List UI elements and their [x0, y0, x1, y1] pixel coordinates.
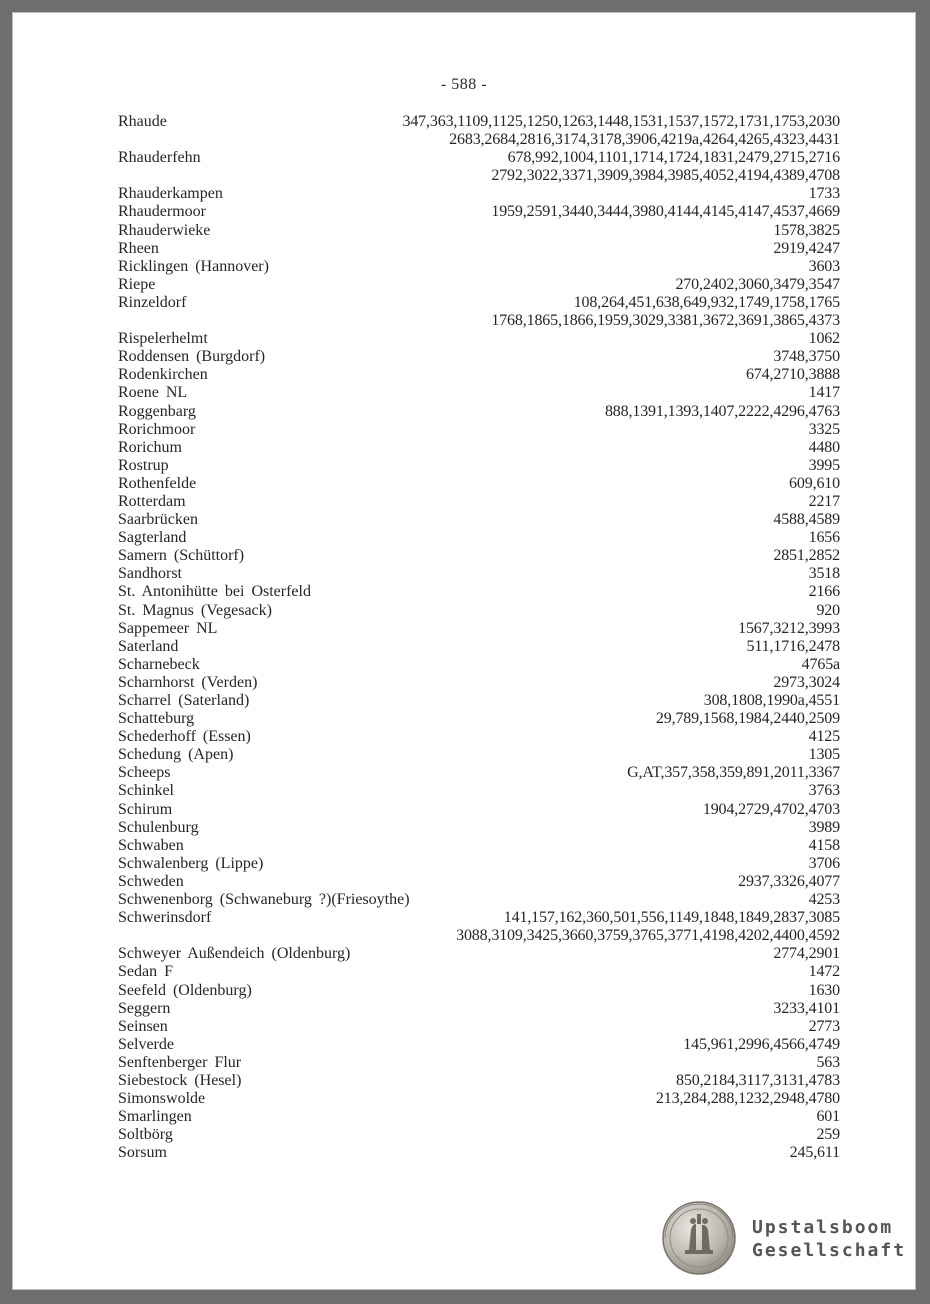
reference-numbers: 108,264,451,638,649,932,1749,1758,1765	[573, 293, 840, 311]
place-name: St. Antonihütte bei Osterfeld	[118, 583, 311, 601]
reference-numbers: 1630	[808, 981, 840, 999]
place-name: Saarbrücken	[118, 511, 198, 529]
index-entry	[118, 602, 840, 620]
reference-numbers: 3518	[808, 565, 840, 583]
index-entry	[118, 1090, 840, 1108]
index-entry	[118, 710, 840, 728]
reference-numbers: 609,610	[789, 474, 840, 492]
index-entry	[118, 258, 840, 276]
reference-numbers: 2773	[808, 1017, 840, 1035]
reference-numbers: 3995	[808, 456, 840, 474]
reference-numbers: 1959,2591,3440,3444,3980,4144,4145,4147,4537,4669	[491, 203, 840, 221]
index-entry	[118, 620, 840, 638]
place-name: Schirum	[118, 800, 173, 818]
place-name: Schwenenborg (Schwaneburg ?)(Friesoythe)	[118, 891, 410, 909]
index-entry	[118, 638, 840, 656]
reference-numbers: 601	[816, 1108, 840, 1126]
place-name: Sagterland	[118, 529, 187, 547]
seal-icon	[661, 1200, 737, 1276]
reference-numbers: 3748,3750	[773, 348, 840, 366]
place-name: Rinzeldorf	[118, 293, 187, 311]
document-page	[12, 12, 916, 1290]
index-entry	[118, 185, 840, 203]
place-name: Rhauderfehn	[118, 149, 201, 167]
place-index	[118, 113, 840, 1162]
index-entry	[118, 746, 840, 764]
reference-numbers: 141,157,162,360,501,556,1149,1848,1849,2837,3085	[503, 909, 840, 927]
reference-numbers: 3763	[808, 782, 840, 800]
place-name: Riepe	[118, 275, 156, 293]
place-name: Selverde	[118, 1035, 174, 1053]
place-name: Scharrel (Saterland)	[118, 692, 250, 709]
reference-numbers: 511,1716,2478	[746, 637, 840, 655]
reference-numbers: 1578,3825	[773, 221, 840, 239]
reference-numbers: 245,611	[789, 1144, 840, 1162]
reference-numbers: 1768,1865,1866,1959,3029,3381,3672,3691,3865,4373	[491, 312, 840, 330]
place-name: Siebestock (Hesel)	[118, 1071, 242, 1089]
index-entry	[118, 475, 840, 493]
place-name: Roene NL	[118, 384, 188, 402]
index-entry	[118, 945, 840, 963]
reference-numbers: 3989	[808, 818, 840, 836]
index-entry	[118, 384, 840, 402]
index-entry	[118, 782, 840, 800]
index-entry	[118, 674, 840, 692]
place-name: Roggenbarg	[118, 402, 196, 420]
index-entry	[118, 837, 840, 855]
index-entry	[118, 222, 840, 240]
index-entry	[118, 728, 840, 746]
index-entry	[118, 656, 840, 674]
reference-numbers: 1904,2729,4702,4703	[702, 800, 840, 818]
index-entry	[118, 1036, 840, 1054]
place-name: Scharnebeck	[118, 655, 200, 673]
reference-numbers: 2217	[808, 492, 840, 510]
index-entry	[118, 909, 840, 927]
place-name: Rhaudermoor	[118, 203, 206, 221]
place-name: Ricklingen (Hannover)	[118, 257, 269, 275]
reference-numbers: 674,2710,3888	[745, 366, 840, 384]
reference-numbers: 308,1808,1990a,4551	[703, 692, 840, 709]
place-name: Rostrup	[118, 456, 169, 474]
place-name: St. Magnus (Vegesack)	[118, 601, 272, 619]
reference-numbers: 3088,3109,3425,3660,3759,3765,3771,4198,4202,4400,4592	[456, 927, 840, 945]
place-name: Seggern	[118, 999, 171, 1017]
reference-numbers: 2919,4247	[773, 239, 840, 257]
index-entry	[118, 421, 840, 439]
place-name: Schedung (Apen)	[118, 746, 234, 764]
index-entry	[118, 366, 840, 384]
index-entry	[118, 149, 840, 167]
reference-numbers: 1656	[808, 529, 840, 547]
place-name: Senftenberger Flur	[118, 1053, 242, 1071]
place-name: Schatteburg	[118, 710, 195, 728]
index-entry	[118, 113, 840, 131]
reference-numbers: 678,992,1004,1101,1714,1724,1831,2479,2715,2716	[507, 149, 840, 167]
reference-numbers: 1062	[808, 330, 840, 348]
reference-numbers: 3325	[808, 420, 840, 438]
brand-line2: Gesellschaft	[752, 1240, 907, 1261]
place-name: Rhauderwieke	[118, 221, 211, 239]
index-entry	[118, 529, 840, 547]
place-name: Schwaben	[118, 836, 184, 854]
place-name: Smarlingen	[118, 1108, 192, 1126]
index-entry	[118, 547, 840, 565]
index-entry	[118, 403, 840, 421]
reference-numbers: 2937,3326,4077	[738, 872, 840, 890]
reference-numbers: 888,1391,1393,1407,2222,4296,4763	[604, 402, 840, 420]
reference-numbers: 3603	[808, 257, 840, 275]
index-entry	[118, 764, 840, 782]
reference-numbers: 4480	[808, 438, 840, 456]
place-name: Rothenfelde	[118, 474, 197, 492]
index-entry	[118, 801, 840, 819]
reference-numbers: 29,789,1568,1984,2440,2509	[655, 710, 840, 728]
reference-numbers: 3706	[808, 854, 840, 872]
place-name: Simonswolde	[118, 1090, 206, 1108]
reference-numbers: 1567,3212,3993	[738, 619, 840, 637]
reference-numbers: 4158	[808, 836, 840, 854]
index-entry	[118, 330, 840, 348]
place-name: Seefeld (Oldenburg)	[118, 981, 252, 999]
index-entry-continuation	[118, 167, 840, 185]
index-entry	[118, 819, 840, 837]
place-name: Schwalenberg (Lippe)	[118, 854, 264, 872]
place-name: Rhauderkampen	[118, 185, 223, 203]
index-entry	[118, 240, 840, 258]
place-name: Rispelerhelmt	[118, 330, 208, 348]
brand-line1: Upstalsboom	[752, 1217, 894, 1238]
reference-numbers: 2792,3022,3371,3909,3984,3985,4052,4194,4389,4708	[491, 167, 840, 185]
index-entry	[118, 493, 840, 511]
place-name: Soltbörg	[118, 1126, 173, 1144]
place-name: Rhaude	[118, 113, 167, 130]
place-name: Schulenburg	[118, 818, 199, 836]
place-name: Sappemeer NL	[118, 619, 218, 637]
place-name: Saterland	[118, 637, 179, 655]
place-name: Scheeps	[118, 764, 171, 782]
index-entry	[118, 873, 840, 891]
index-entry-continuation	[118, 312, 840, 330]
place-name: Schweden	[118, 872, 184, 890]
index-entry	[118, 963, 840, 981]
place-name: Sedan F	[118, 963, 173, 981]
reference-numbers: 213,284,288,1232,2948,4780	[655, 1090, 840, 1108]
reference-numbers: 1305	[808, 746, 840, 764]
place-name: Rheen	[118, 239, 159, 257]
index-entry	[118, 1126, 840, 1144]
index-entry	[118, 1072, 840, 1090]
place-name: Seinsen	[118, 1017, 168, 1035]
place-name: Schweyer Außendeich (Oldenburg)	[118, 945, 351, 963]
index-entry	[118, 276, 840, 294]
brand-logo	[752, 1216, 906, 1262]
reference-numbers: 920	[816, 601, 840, 619]
index-entry-continuation	[118, 927, 840, 945]
index-entry	[118, 1108, 840, 1126]
index-entry	[118, 891, 840, 909]
place-name: Rotterdam	[118, 492, 186, 510]
place-name: Schederhoff (Essen)	[118, 728, 251, 746]
index-entry	[118, 439, 840, 457]
index-entry	[118, 692, 840, 710]
reference-numbers: 563	[816, 1053, 840, 1071]
reference-numbers: 2166	[808, 583, 840, 601]
reference-numbers: 4765a	[801, 655, 840, 673]
reference-numbers: 1733	[808, 185, 840, 203]
index-entry	[118, 203, 840, 221]
reference-numbers: 259	[816, 1126, 840, 1144]
reference-numbers: 2683,2684,2816,3174,3178,3906,4219a,4264,4265,4323,4431	[449, 131, 840, 149]
index-entry	[118, 855, 840, 873]
reference-numbers: G,AT,357,358,359,891,2011,3367	[627, 764, 840, 782]
place-name: Scharnhorst (Verden)	[118, 673, 258, 691]
reference-numbers: 1472	[808, 963, 840, 981]
index-entry	[118, 982, 840, 1000]
index-entry	[118, 511, 840, 529]
index-entry-continuation	[118, 131, 840, 149]
reference-numbers: 145,961,2996,4566,4749	[683, 1035, 840, 1053]
index-entry	[118, 1144, 840, 1162]
place-name: Schwerinsdorf	[118, 909, 212, 927]
place-name: Rorichum	[118, 438, 182, 456]
index-entry	[118, 457, 840, 475]
reference-numbers: 2973,3024	[773, 673, 840, 691]
reference-numbers: 2774,2901	[773, 945, 840, 963]
index-entry	[118, 1000, 840, 1018]
place-name: Samern (Schüttorf)	[118, 547, 245, 565]
page-number: - 588 -	[440, 76, 488, 93]
index-entry	[118, 294, 840, 312]
index-entry	[118, 565, 840, 583]
reference-numbers: 347,363,1109,1125,1250,1263,1448,1531,1537,1572,1731,1753,2030	[402, 113, 840, 130]
reference-numbers: 2851,2852	[773, 547, 840, 565]
reference-numbers: 4588,4589	[773, 511, 840, 529]
reference-numbers: 3233,4101	[773, 999, 840, 1017]
index-entry	[118, 348, 840, 366]
place-name: Rodenkirchen	[118, 366, 208, 384]
reference-numbers: 850,2184,3117,3131,4783	[676, 1071, 840, 1089]
reference-numbers: 270,2402,3060,3479,3547	[675, 275, 840, 293]
reference-numbers: 4253	[808, 891, 840, 909]
place-name: Sorsum	[118, 1144, 167, 1162]
index-entry	[118, 583, 840, 601]
index-entry	[118, 1018, 840, 1036]
place-name: Roddensen (Burgdorf)	[118, 348, 266, 366]
place-name: Sandhorst	[118, 565, 182, 583]
index-entry	[118, 1054, 840, 1072]
reference-numbers: 4125	[808, 728, 840, 746]
place-name: Schinkel	[118, 782, 174, 800]
place-name: Rorichmoor	[118, 420, 196, 438]
reference-numbers: 1417	[808, 384, 840, 402]
